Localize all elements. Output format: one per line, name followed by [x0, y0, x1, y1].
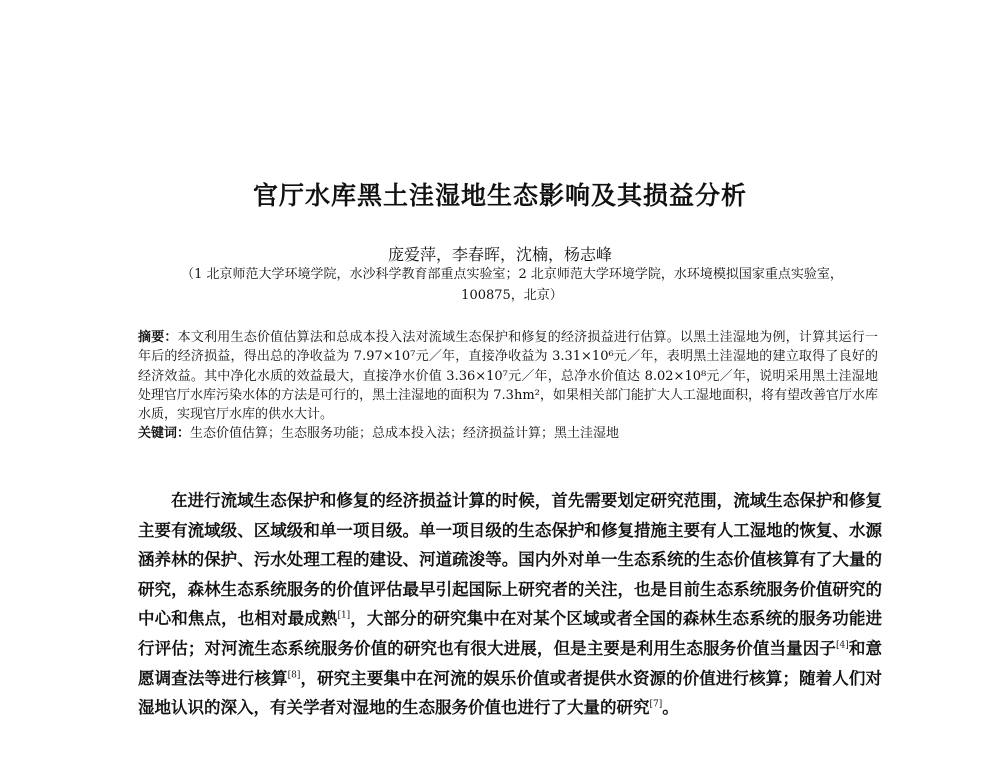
author-list: 庞爱萍，李春晖，沈楠，杨志峰: [387, 245, 612, 264]
body-paragraph: [138, 486, 882, 723]
abstract-block: [138, 328, 878, 444]
citation-ref: [7]: [649, 699, 663, 710]
body-text: [138, 486, 882, 723]
citation-ref: [8]: [287, 670, 301, 681]
abstract-label: 摘要：: [138, 330, 178, 345]
paper-title: 官厅水库黑土洼湿地生态影响及其损益分析: [252, 181, 747, 210]
affiliation: （1 北京师范大学环境学院，水沙科学教育部重点实验室；2 北京师范大学环境学院，水环境模拟国家重点实验室，100875，北京）: [181, 267, 843, 303]
keywords-label: 关键词：: [138, 426, 191, 442]
body-segment: ，研究主要集中在河流的娱乐价值或者提供水资源的价值进行核算；随着人们对湿地认识的深入，有关学者对湿地的生态服务价值也进行了大量的研究: [138, 668, 883, 718]
keywords-text: 生态价值估算；生态服务功能；总成本投入法；经济损益计算；黑土洼湿地: [190, 426, 620, 442]
body-segment: ，大部分的研究集中在对某个区域或者全国的森林生态系统的服务功能进行评估；对河流生态系统服务价值的研究也有很大进展，但是主要是利用生态服务价值当量因子: [138, 609, 883, 658]
body-segment: 在进行流域生态保护和修复的经济损益计算的时候，首先需要划定研究范围，流域生态保护和修复主要有流域级、区域级和单一项目级。单一项目级的生态保护和修复措施主要有人工湿地的恢复、水源涵养林的保护、污水处理工程的建设、河道疏浚等。国内外对单一生态系统的生态价值核算有了大量的研究，森林生态系统服务的价值评估最早引起国际上研究者的关注，也是目前生态系统服务价值研究的中心和焦点，也相对最成熟: [138, 491, 882, 629]
abstract-text: 本文利用生态价值估算法和总成本投入法对流域生态保护和修复的经济损益进行估算。以黑土洼湿地为例，计算其运行一年后的经济损益，得出总的净收益为 7.97×10⁷元／年，直接净收益为 3.31×10⁶元／年，表明黑土洼湿地的建立取得了良好的经济效益。其中净化水质的效益最大，直接净水价值 3.36×10⁷元／年，总净水价值达 8.02×10⁸元／年，说明采用黑土洼湿地处理官厅水库污染水体的方法是可行的，黑土洼湿地的面积为 7.3hm²，如果相关部门能扩大人工湿地面积，将有望改善官厅水库水质，实现官厅水库的供水大计。: [138, 330, 878, 423]
citation-ref: [1]: [337, 610, 351, 621]
body-segment: 和意愿调查法等进行核算: [138, 638, 883, 688]
body-segment: 。: [662, 698, 679, 718]
citation-ref: [4]: [836, 640, 849, 651]
